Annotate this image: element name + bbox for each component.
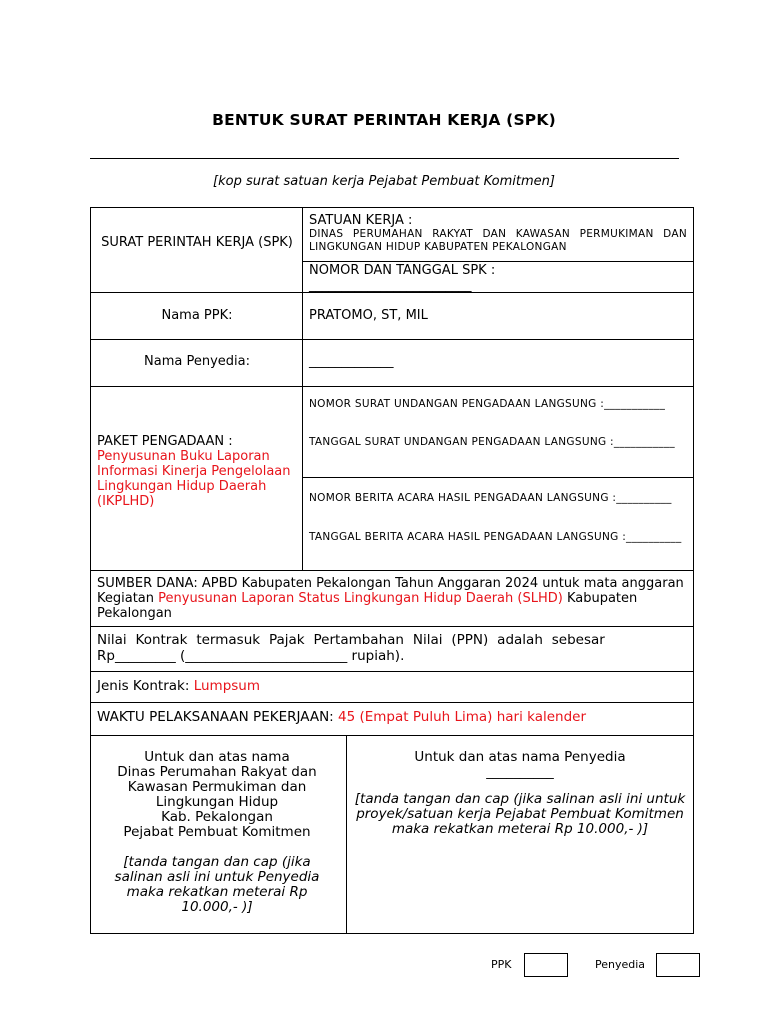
penyedia-label: Nama Penyedia: [144, 354, 250, 369]
paket-name: Penyusunan Buku Laporan Informasi Kinerja Pengelolaan Lingkungan Hidup Daerah (IKPLHD) [97, 449, 291, 509]
spk-left-label: SURAT PERINTAH KERJA (SPK) [101, 235, 293, 250]
tanggal-surat-undangan: TANGGAL SURAT UNDANGAN PENGADAAN LANGSUNG :___________ [309, 436, 675, 448]
sign-left-line: Kawasan Permukiman dan [127, 779, 307, 795]
spk-inner-divider [302, 261, 693, 262]
signature-divider [346, 736, 347, 933]
header-rule [90, 158, 679, 159]
nilai-kontrak-line2: Rp_________ (________________________ rupiah). [97, 648, 405, 664]
sign-right-note: [tanda tangan dan cap (jika salinan asli ini untuk proyek/satuan kerja Pejabat Pembuat Komitmen maka rekatkan meterai Rp 10.000,- )] [354, 791, 686, 837]
spk-table [90, 207, 694, 934]
paket-inner-divider [302, 477, 693, 478]
sumber-dana-text [97, 576, 685, 621]
sign-left-line: Untuk dan atas nama [144, 749, 290, 765]
satuan-kerja-value: DINAS PERUMAHAN RAKYAT DAN KAWASAN PERMUKIMAN DAN LINGKUNGAN HIDUP KABUPATEN PEKALONGAN [309, 228, 687, 253]
sumber-dana-label: SUMBER DANA: [97, 576, 198, 591]
sumber-dana-text1: APBD Kabupaten Pekalongan Tahun Anggaran 2024 untuk mata anggaran Kegiatan [97, 576, 684, 606]
sign-left-block [95, 750, 339, 915]
waktu-label: WAKTU PELAKSANAAN PEKERJAAN: [97, 709, 339, 725]
footer-ppk-label: PPK [491, 958, 512, 971]
kop-placeholder: [kop surat satuan kerja Pejabat Pembuat Komitmen] [213, 174, 555, 189]
penyedia-value: _____________ [309, 354, 394, 369]
ppk-value: PRATOMO, ST, MIL [309, 308, 428, 323]
jenis-kontrak-value: Lumpsum [193, 678, 261, 694]
sign-right-line: Untuk dan atas nama Penyedia [414, 749, 626, 765]
nilai-kontrak-line1: Nilai Kontrak termasuk Pajak Pertambahan Nilai (PPN) adalah sebesar [97, 632, 605, 648]
sign-left-note: [tanda tangan dan cap (jika salinan asli ini untuk Penyedia maka rekatkan meterai Rp 10.000,- )] [114, 854, 320, 915]
penyedia-initial-box [656, 953, 700, 977]
waktu-pelaksanaan [97, 710, 586, 725]
sign-right-block [350, 750, 690, 837]
tanggal-berita-acara: TANGGAL BERITA ACARA HASIL PENGADAAN LANGSUNG :__________ [309, 531, 682, 543]
nomor-berita-acara: NOMOR BERITA ACARA HASIL PENGADAAN LANGSUNG :__________ [309, 492, 672, 504]
sign-right-blank: __________ [486, 764, 554, 780]
ppk-label: Nama PPK: [161, 308, 233, 323]
jenis-kontrak [97, 679, 260, 694]
nomor-spk-label: NOMOR DAN TANGGAL SPK : [309, 263, 496, 278]
nomor-spk-blank: _________________________ [309, 278, 472, 293]
sign-left-line: Pejabat Pembuat Komitmen [123, 824, 311, 840]
satuan-kerja-label: SATUAN KERJA : [309, 213, 413, 228]
footer-penyedia-label: Penyedia [595, 958, 646, 971]
sumber-dana-kegiatan: Penyusunan Laporan Status Lingkungan Hidup Daerah (SLHD) [158, 591, 563, 606]
sign-left-line: Kab. Pekalongan [161, 809, 273, 825]
paket-label: PAKET PENGADAAN : [97, 434, 233, 449]
sign-left-line: Lingkungan Hidup [155, 794, 279, 810]
waktu-value: 45 (Empat Puluh Lima) hari kalender [338, 709, 587, 725]
sign-left-line: Dinas Perumahan Rakyat dan [117, 764, 317, 780]
ppk-initial-box [524, 953, 568, 977]
jenis-kontrak-label: Jenis Kontrak: [97, 678, 194, 694]
sumber-dana-text2: Kabupaten Pekalongan [97, 591, 638, 621]
nomor-surat-undangan: NOMOR SURAT UNDANGAN PENGADAAN LANGSUNG :___________ [309, 398, 666, 410]
page-title: BENTUK SURAT PERINTAH KERJA (SPK) [212, 111, 556, 129]
